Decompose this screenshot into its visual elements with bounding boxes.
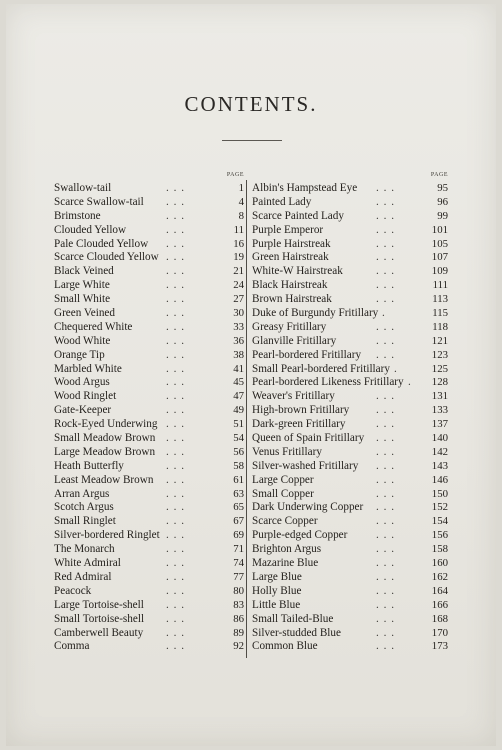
contents-entry: [252, 446, 448, 460]
contents-entry: [252, 640, 448, 654]
leader-dots: . . .: [166, 570, 185, 583]
contents-entry: [54, 349, 244, 363]
leader-dots: . . .: [376, 432, 395, 445]
entry-name: Large Blue: [252, 570, 302, 583]
entry-name: Silver-studded Blue: [252, 626, 341, 639]
leader-dots: . . .: [166, 501, 185, 514]
entry-page-number: 118: [432, 320, 448, 333]
entry-name: Red Admiral: [54, 570, 112, 583]
entry-page-number: 24: [233, 279, 244, 292]
leader-dots: . . .: [166, 543, 185, 556]
contents-entry: [252, 488, 448, 502]
entry-page-number: 152: [431, 501, 448, 514]
contents-entry: [54, 335, 244, 349]
contents-entry: [252, 251, 448, 265]
entry-name: Large Tortoise-shell: [54, 598, 144, 611]
entry-name: Painted Lady: [252, 195, 312, 208]
leader-dots: . . .: [376, 209, 395, 222]
entry-name: Orange Tip: [54, 348, 105, 361]
leader-dots: . . .: [376, 334, 395, 347]
contents-entry: [54, 293, 244, 307]
entry-name: Dark Underwing Copper: [252, 501, 364, 514]
leader-dots: . . .: [376, 265, 395, 278]
entry-name: Small Ringlet: [54, 515, 116, 528]
entry-name: Little Blue: [252, 598, 301, 611]
leader-dots: . . .: [166, 307, 185, 320]
entry-page-number: 142: [431, 445, 448, 458]
contents-entry: [252, 238, 448, 252]
title-rule: [222, 140, 282, 141]
leader-dots: . . .: [376, 390, 395, 403]
entry-page-number: 95: [437, 182, 448, 194]
entry-page-number: 156: [431, 529, 448, 542]
entry-name: Small Tailed-Blue: [252, 612, 334, 625]
contents-entry: [252, 613, 448, 627]
entry-page-number: 8: [238, 209, 244, 222]
entry-name: Rock-Eyed Underwing: [54, 418, 158, 431]
leader-dots: . . .: [376, 293, 395, 306]
entry-name: Dark-green Fritillary: [252, 418, 346, 431]
entry-name: Purple-edged Copper: [252, 529, 348, 542]
leader-dots: . . .: [376, 543, 395, 556]
leader-dots: . . .: [166, 612, 185, 625]
contents-list-right: [252, 182, 448, 654]
leader-dots: . . .: [166, 473, 185, 486]
entry-page-number: 69: [233, 529, 244, 542]
leader-dots: . . .: [166, 640, 185, 653]
entry-page-number: 96: [437, 195, 448, 208]
contents-column-right: [252, 172, 448, 654]
contents-entry: [252, 404, 448, 418]
contents-entry: [54, 251, 244, 265]
leader-dots: . . .: [376, 320, 395, 333]
entry-name: Scotch Argus: [54, 501, 114, 514]
contents-list-left: [54, 182, 244, 654]
contents-entry: [54, 501, 244, 515]
entry-name: Large Meadow Brown: [54, 445, 156, 458]
leader-dots: . . .: [376, 584, 395, 597]
entry-page-number: 133: [431, 404, 448, 417]
contents-entry: [54, 307, 244, 321]
leader-dots: .: [382, 307, 386, 320]
contents-entry: [252, 363, 448, 377]
entry-page-number: 67: [233, 515, 244, 528]
entry-page-number: 166: [431, 598, 448, 611]
entry-page-number: 137: [431, 418, 448, 431]
leader-dots: . . .: [376, 473, 395, 486]
leader-dots: . . .: [166, 251, 185, 264]
page-column-label: PAGE: [430, 172, 448, 178]
leader-dots: . . .: [166, 445, 185, 458]
entry-name: Scarce Swallow-tail: [54, 195, 144, 208]
leader-dots: . . .: [376, 418, 395, 431]
leader-dots: . . .: [376, 182, 395, 194]
leader-dots: . . .: [376, 237, 395, 250]
leader-dots: . . .: [166, 515, 185, 528]
leader-dots: . . .: [376, 515, 395, 528]
entry-page-number: 83: [233, 598, 244, 611]
leader-dots: . . .: [376, 529, 395, 542]
entry-page-number: 111: [432, 279, 448, 292]
leader-dots: . . .: [166, 376, 185, 389]
contents-entry: [54, 363, 244, 377]
leader-dots: . . .: [166, 223, 185, 236]
leader-dots: . . .: [166, 195, 185, 208]
entry-name: Wood Argus: [54, 376, 110, 389]
entry-page-number: 61: [233, 473, 244, 486]
entry-page-number: 30: [233, 307, 244, 320]
entry-page-number: 162: [431, 570, 448, 583]
entry-page-number: 16: [233, 237, 244, 250]
entry-page-number: 63: [233, 487, 244, 500]
entry-page-number: 140: [431, 432, 448, 445]
contents-entry: [252, 585, 448, 599]
entry-page-number: 173: [431, 640, 448, 653]
contents-entry: [54, 390, 244, 404]
leader-dots: . . .: [166, 182, 185, 194]
entry-name: Comma: [54, 640, 90, 653]
contents-entry: [252, 557, 448, 571]
entry-page-number: 74: [233, 557, 244, 570]
contents-entry: [252, 432, 448, 446]
contents-entry: [54, 488, 244, 502]
entry-name: Arran Argus: [54, 487, 110, 500]
contents-entry: [54, 515, 244, 529]
entry-page-number: 38: [233, 348, 244, 361]
leader-dots: . . .: [166, 418, 185, 431]
entry-page-number: 71: [233, 543, 244, 556]
contents-entry: [54, 474, 244, 488]
entry-page-number: 11: [233, 223, 244, 236]
entry-page-number: 47: [233, 390, 244, 403]
entry-page-number: 107: [431, 251, 448, 264]
entry-page-number: 164: [431, 584, 448, 597]
contents-column-left: [54, 172, 244, 654]
entry-name: White-W Hairstreak: [252, 265, 343, 278]
contents-entry: [252, 279, 448, 293]
leader-dots: .: [408, 376, 412, 389]
entry-page-number: 92: [233, 640, 244, 653]
leader-dots: . . .: [376, 195, 395, 208]
contents-entry: [54, 196, 244, 210]
leader-dots: . . .: [376, 459, 395, 472]
entry-name: Black Hairstreak: [252, 279, 328, 292]
leader-dots: . . .: [376, 348, 395, 361]
contents-entry: [54, 599, 244, 613]
contents-entry: [54, 460, 244, 474]
leader-dots: . . .: [166, 362, 185, 375]
entry-page-number: 65: [233, 501, 244, 514]
entry-page-number: 154: [431, 515, 448, 528]
entry-page-number: 109: [431, 265, 448, 278]
entry-name: Purple Hairstreak: [252, 237, 331, 250]
entry-page-number: 143: [431, 459, 448, 472]
entry-name: Swallow-tail: [54, 182, 112, 194]
entry-name: Small Meadow Brown: [54, 432, 156, 445]
entry-page-number: 105: [431, 237, 448, 250]
contents-entry: [252, 571, 448, 585]
entry-page-number: 123: [431, 348, 448, 361]
entry-page-number: 99: [437, 209, 448, 222]
contents-entry: [54, 279, 244, 293]
entry-name: Pearl-bordered Likeness Fritillary: [252, 376, 404, 389]
entry-name: Small Pearl-bordered Fritillary: [252, 362, 390, 375]
contents-entry: [252, 515, 448, 529]
contents-entry: [252, 349, 448, 363]
leader-dots: . . .: [376, 501, 395, 514]
entry-page-number: 113: [432, 293, 448, 306]
entry-page-number: 36: [233, 334, 244, 347]
entry-page-number: 41: [233, 362, 244, 375]
entry-page-number: 80: [233, 584, 244, 597]
entry-page-number: 49: [233, 404, 244, 417]
entry-page-number: 4: [238, 195, 244, 208]
leader-dots: . . .: [166, 626, 185, 639]
entry-name: Black Veined: [54, 265, 114, 278]
leader-dots: . . .: [166, 348, 185, 361]
entry-page-number: 1: [238, 182, 244, 194]
contents-entry: [252, 627, 448, 641]
leader-dots: . . .: [166, 237, 185, 250]
entry-name: Camberwell Beauty: [54, 626, 144, 639]
entry-name: Marbled White: [54, 362, 122, 375]
entry-name: Weaver's Fritillary: [252, 390, 335, 403]
entry-name: Queen of Spain Fritillary: [252, 432, 365, 445]
contents-entry: [252, 376, 448, 390]
entry-name: Silver-washed Fritillary: [252, 459, 359, 472]
entry-page-number: 150: [431, 487, 448, 500]
contents-entry: [252, 307, 448, 321]
contents-entry: [54, 265, 244, 279]
entry-page-number: 58: [233, 459, 244, 472]
entry-page-number: 158: [431, 543, 448, 556]
entry-page-number: 160: [431, 557, 448, 570]
leader-dots: . . .: [166, 279, 185, 292]
entry-name: Wood White: [54, 334, 111, 347]
contents-entry: [54, 529, 244, 543]
contents-entry: [252, 418, 448, 432]
entry-name: Brimstone: [54, 209, 101, 222]
leader-dots: . . .: [376, 487, 395, 500]
entry-name: Pale Clouded Yellow: [54, 237, 149, 250]
entry-name: Green Veined: [54, 307, 115, 320]
contents-entry: [252, 501, 448, 515]
entry-page-number: 54: [233, 432, 244, 445]
entry-name: Least Meadow Brown: [54, 473, 154, 486]
entry-name: Duke of Burgundy Fritillary: [252, 307, 379, 320]
entry-name: Gate-Keeper: [54, 404, 112, 417]
entry-name: Holly Blue: [252, 584, 302, 597]
entry-page-number: 45: [233, 376, 244, 389]
entry-name: Scarce Painted Lady: [252, 209, 344, 222]
leader-dots: . . .: [166, 293, 185, 306]
leader-dots: . . .: [376, 557, 395, 570]
entry-name: Heath Butterfly: [54, 459, 124, 472]
entry-name: Large White: [54, 279, 110, 292]
contents-entry: [54, 446, 244, 460]
entry-page-number: 115: [432, 307, 448, 320]
contents-entry: [54, 543, 244, 557]
entry-name: Mazarine Blue: [252, 557, 319, 570]
entry-name: Wood Ringlet: [54, 390, 117, 403]
entry-page-number: 168: [431, 612, 448, 625]
entry-page-number: 86: [233, 612, 244, 625]
contents-entry: [54, 613, 244, 627]
leader-dots: . . .: [166, 584, 185, 597]
entry-name: Purple Emperor: [252, 223, 324, 236]
contents-entry: [252, 543, 448, 557]
leader-dots: . . .: [376, 612, 395, 625]
entry-page-number: 56: [233, 445, 244, 458]
entry-name: Scarce Clouded Yellow: [54, 251, 159, 264]
entry-name: Brown Hairstreak: [252, 293, 332, 306]
contents-entry: [252, 182, 448, 196]
leader-dots: . . .: [166, 209, 185, 222]
contents-entry: [54, 571, 244, 585]
contents-entry: [252, 293, 448, 307]
entry-page-number: 77: [233, 570, 244, 583]
leader-dots: . . .: [166, 432, 185, 445]
contents-entry: [252, 321, 448, 335]
contents-entry: [252, 210, 448, 224]
leader-dots: . . .: [376, 626, 395, 639]
contents-entry: [54, 585, 244, 599]
contents-entry: [54, 640, 244, 654]
leader-dots: . . .: [376, 223, 395, 236]
entry-page-number: 21: [233, 265, 244, 278]
leader-dots: . . .: [376, 598, 395, 611]
leader-dots: . . .: [166, 320, 185, 333]
leader-dots: . . .: [166, 334, 185, 347]
entry-name: Chequered White: [54, 320, 133, 333]
entry-name: Pearl-bordered Fritillary: [252, 348, 362, 361]
contents-entry: [54, 376, 244, 390]
entry-name: Brighton Argus: [252, 543, 322, 556]
contents-entry: [54, 321, 244, 335]
leader-dots: . . .: [166, 265, 185, 278]
entry-name: Venus Fritillary: [252, 445, 322, 458]
contents-entry: [252, 460, 448, 474]
entry-page-number: 121: [431, 334, 448, 347]
contents-entry: [54, 238, 244, 252]
entry-name: Small White: [54, 293, 111, 306]
contents-entry: [252, 335, 448, 349]
entry-page-number: 146: [431, 473, 448, 486]
entry-name: Peacock: [54, 584, 92, 597]
contents-entry: [252, 196, 448, 210]
leader-dots: . . .: [376, 640, 395, 653]
entry-page-number: 27: [233, 293, 244, 306]
entry-page-number: 131: [431, 390, 448, 403]
entry-name: High-brown Fritillary: [252, 404, 350, 417]
leader-dots: . . .: [376, 251, 395, 264]
contents-entry: [54, 404, 244, 418]
contents-entry: [54, 627, 244, 641]
entry-page-number: 125: [431, 362, 448, 375]
entry-page-number: 170: [431, 626, 448, 639]
entry-name: Albin's Hampstead Eye: [252, 182, 358, 194]
entry-page-number: 19: [233, 251, 244, 264]
entry-name: Small Copper: [252, 487, 314, 500]
entry-name: Clouded Yellow: [54, 223, 127, 236]
entry-name: Common Blue: [252, 640, 318, 653]
entry-name: Small Tortoise-shell: [54, 612, 145, 625]
entry-name: Green Hairstreak: [252, 251, 329, 264]
leader-dots: . . .: [166, 390, 185, 403]
leader-dots: . . .: [166, 404, 185, 417]
entry-page-number: 101: [431, 223, 448, 236]
contents-entry: [54, 418, 244, 432]
contents-entry: [54, 557, 244, 571]
leader-dots: . . .: [376, 570, 395, 583]
entry-page-number: 128: [431, 376, 448, 389]
contents-entry: [252, 265, 448, 279]
entry-page-number: 51: [233, 418, 244, 431]
contents-entry: [252, 599, 448, 613]
leader-dots: . . .: [166, 598, 185, 611]
entry-page-number: 89: [233, 626, 244, 639]
page-title: CONTENTS.: [184, 92, 318, 116]
contents-entry: [252, 529, 448, 543]
contents-entry: [54, 224, 244, 238]
page-column-label: PAGE: [226, 172, 244, 178]
leader-dots: . . .: [166, 529, 185, 542]
contents-entry: [54, 432, 244, 446]
leader-dots: . . .: [376, 445, 395, 458]
contents-entry: [54, 182, 244, 196]
entry-name: Scarce Copper: [252, 515, 318, 528]
entry-name: White Admiral: [54, 557, 121, 570]
leader-dots: . . .: [166, 557, 185, 570]
contents-entry: [252, 224, 448, 238]
entry-name: The Monarch: [54, 543, 115, 556]
column-divider: [246, 180, 247, 658]
leader-dots: .: [394, 362, 398, 375]
leader-dots: . . .: [166, 487, 185, 500]
entry-name: Glanville Fritillary: [252, 334, 337, 347]
contents-entry: [252, 390, 448, 404]
entry-name: Large Copper: [252, 473, 314, 486]
entry-name: Greasy Fritillary: [252, 320, 327, 333]
contents-entry: [54, 210, 244, 224]
entry-page-number: 33: [233, 320, 244, 333]
entry-name: Silver-bordered Ringlet: [54, 529, 160, 542]
leader-dots: . . .: [376, 404, 395, 417]
contents-entry: [252, 474, 448, 488]
leader-dots: . . .: [376, 279, 395, 292]
leader-dots: . . .: [166, 459, 185, 472]
